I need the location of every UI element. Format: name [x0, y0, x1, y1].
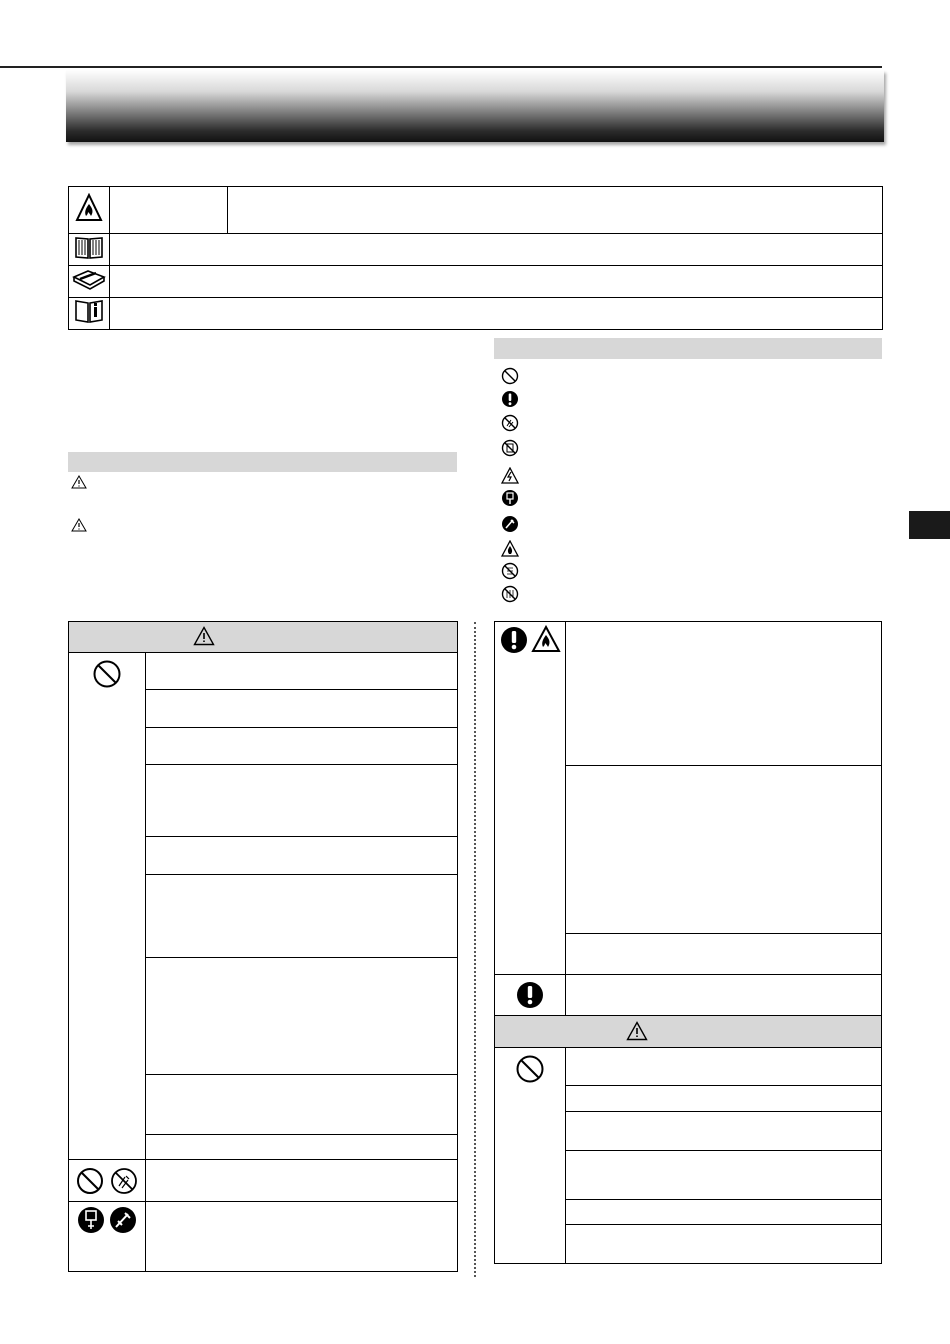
divider	[145, 652, 146, 1272]
symbols-text-cell	[228, 187, 883, 234]
symbols-table	[68, 186, 883, 330]
column-separator	[474, 622, 476, 1277]
section-bar-left	[68, 452, 457, 472]
divider	[68, 1159, 458, 1160]
symbols-icon-cell	[69, 266, 110, 298]
earth-ground-icon	[109, 1206, 137, 1234]
no-water-icon	[110, 1167, 138, 1195]
do-not-touch-icon	[501, 562, 519, 580]
divider	[565, 1224, 882, 1225]
divider	[565, 765, 882, 766]
symbols-icon-cell	[69, 234, 110, 266]
header-rule	[0, 66, 882, 68]
prohibited-icon	[76, 1167, 104, 1195]
no-wet-hands-icon	[501, 439, 519, 457]
divider	[494, 1047, 882, 1048]
mandatory-icon	[516, 981, 544, 1009]
divider	[565, 1047, 566, 1264]
no-touch-fins-icon	[501, 585, 519, 603]
flammable-warning-icon	[75, 193, 103, 223]
divider	[145, 764, 458, 765]
earth-ground-icon	[501, 515, 519, 533]
divider	[145, 957, 458, 958]
divider	[145, 689, 458, 690]
prohibited-icon	[501, 367, 519, 385]
mandatory-icon	[500, 626, 528, 654]
mandatory-icon	[501, 390, 519, 408]
warning-panel-header	[69, 622, 457, 652]
page-title-banner	[66, 70, 884, 142]
symbols-text-cell	[110, 266, 883, 298]
symbols-icon-cell	[69, 298, 110, 330]
symbols-row-service	[69, 266, 883, 298]
section-tab-marker	[909, 511, 950, 539]
fire-warning-icon	[501, 540, 519, 557]
caution-panel-header	[495, 1016, 881, 1047]
symbols-row-flammable	[69, 187, 883, 234]
divider	[565, 933, 882, 934]
symbols-label-cell	[110, 187, 228, 234]
unplug-icon	[77, 1206, 105, 1234]
info-manual-icon	[74, 298, 104, 324]
prohibited-icon	[92, 659, 122, 689]
divider	[565, 1199, 882, 1200]
operation-manual-icon	[74, 234, 104, 260]
divider	[565, 621, 566, 1016]
divider	[565, 1111, 882, 1112]
warning-triangle-icon	[626, 1021, 648, 1041]
electric-shock-icon	[501, 467, 519, 484]
flammable-warning-icon	[531, 625, 561, 653]
caution-triangle-icon	[71, 518, 87, 532]
divider	[145, 836, 458, 837]
divider	[145, 1134, 458, 1135]
warning-triangle-icon	[71, 475, 87, 489]
symbols-row-info	[69, 298, 883, 330]
symbols-text-cell	[110, 234, 883, 266]
divider	[68, 652, 458, 653]
divider	[565, 1085, 882, 1086]
divider	[145, 1074, 458, 1075]
divider	[145, 727, 458, 728]
no-water-icon	[501, 414, 519, 432]
prohibited-icon	[515, 1054, 545, 1084]
caution-panel	[494, 1015, 882, 1264]
service-manual-icon	[72, 267, 106, 291]
divider	[68, 1201, 458, 1202]
divider	[494, 974, 882, 975]
warning-triangle-icon	[193, 626, 215, 646]
symbols-row-operation	[69, 234, 883, 266]
section-bar-right	[494, 338, 882, 359]
unplug-icon	[501, 489, 519, 507]
divider	[145, 874, 458, 875]
divider	[565, 1150, 882, 1151]
symbols-text-cell	[110, 298, 883, 330]
warning-panel-right	[494, 621, 882, 1016]
symbols-icon-cell	[69, 187, 110, 234]
